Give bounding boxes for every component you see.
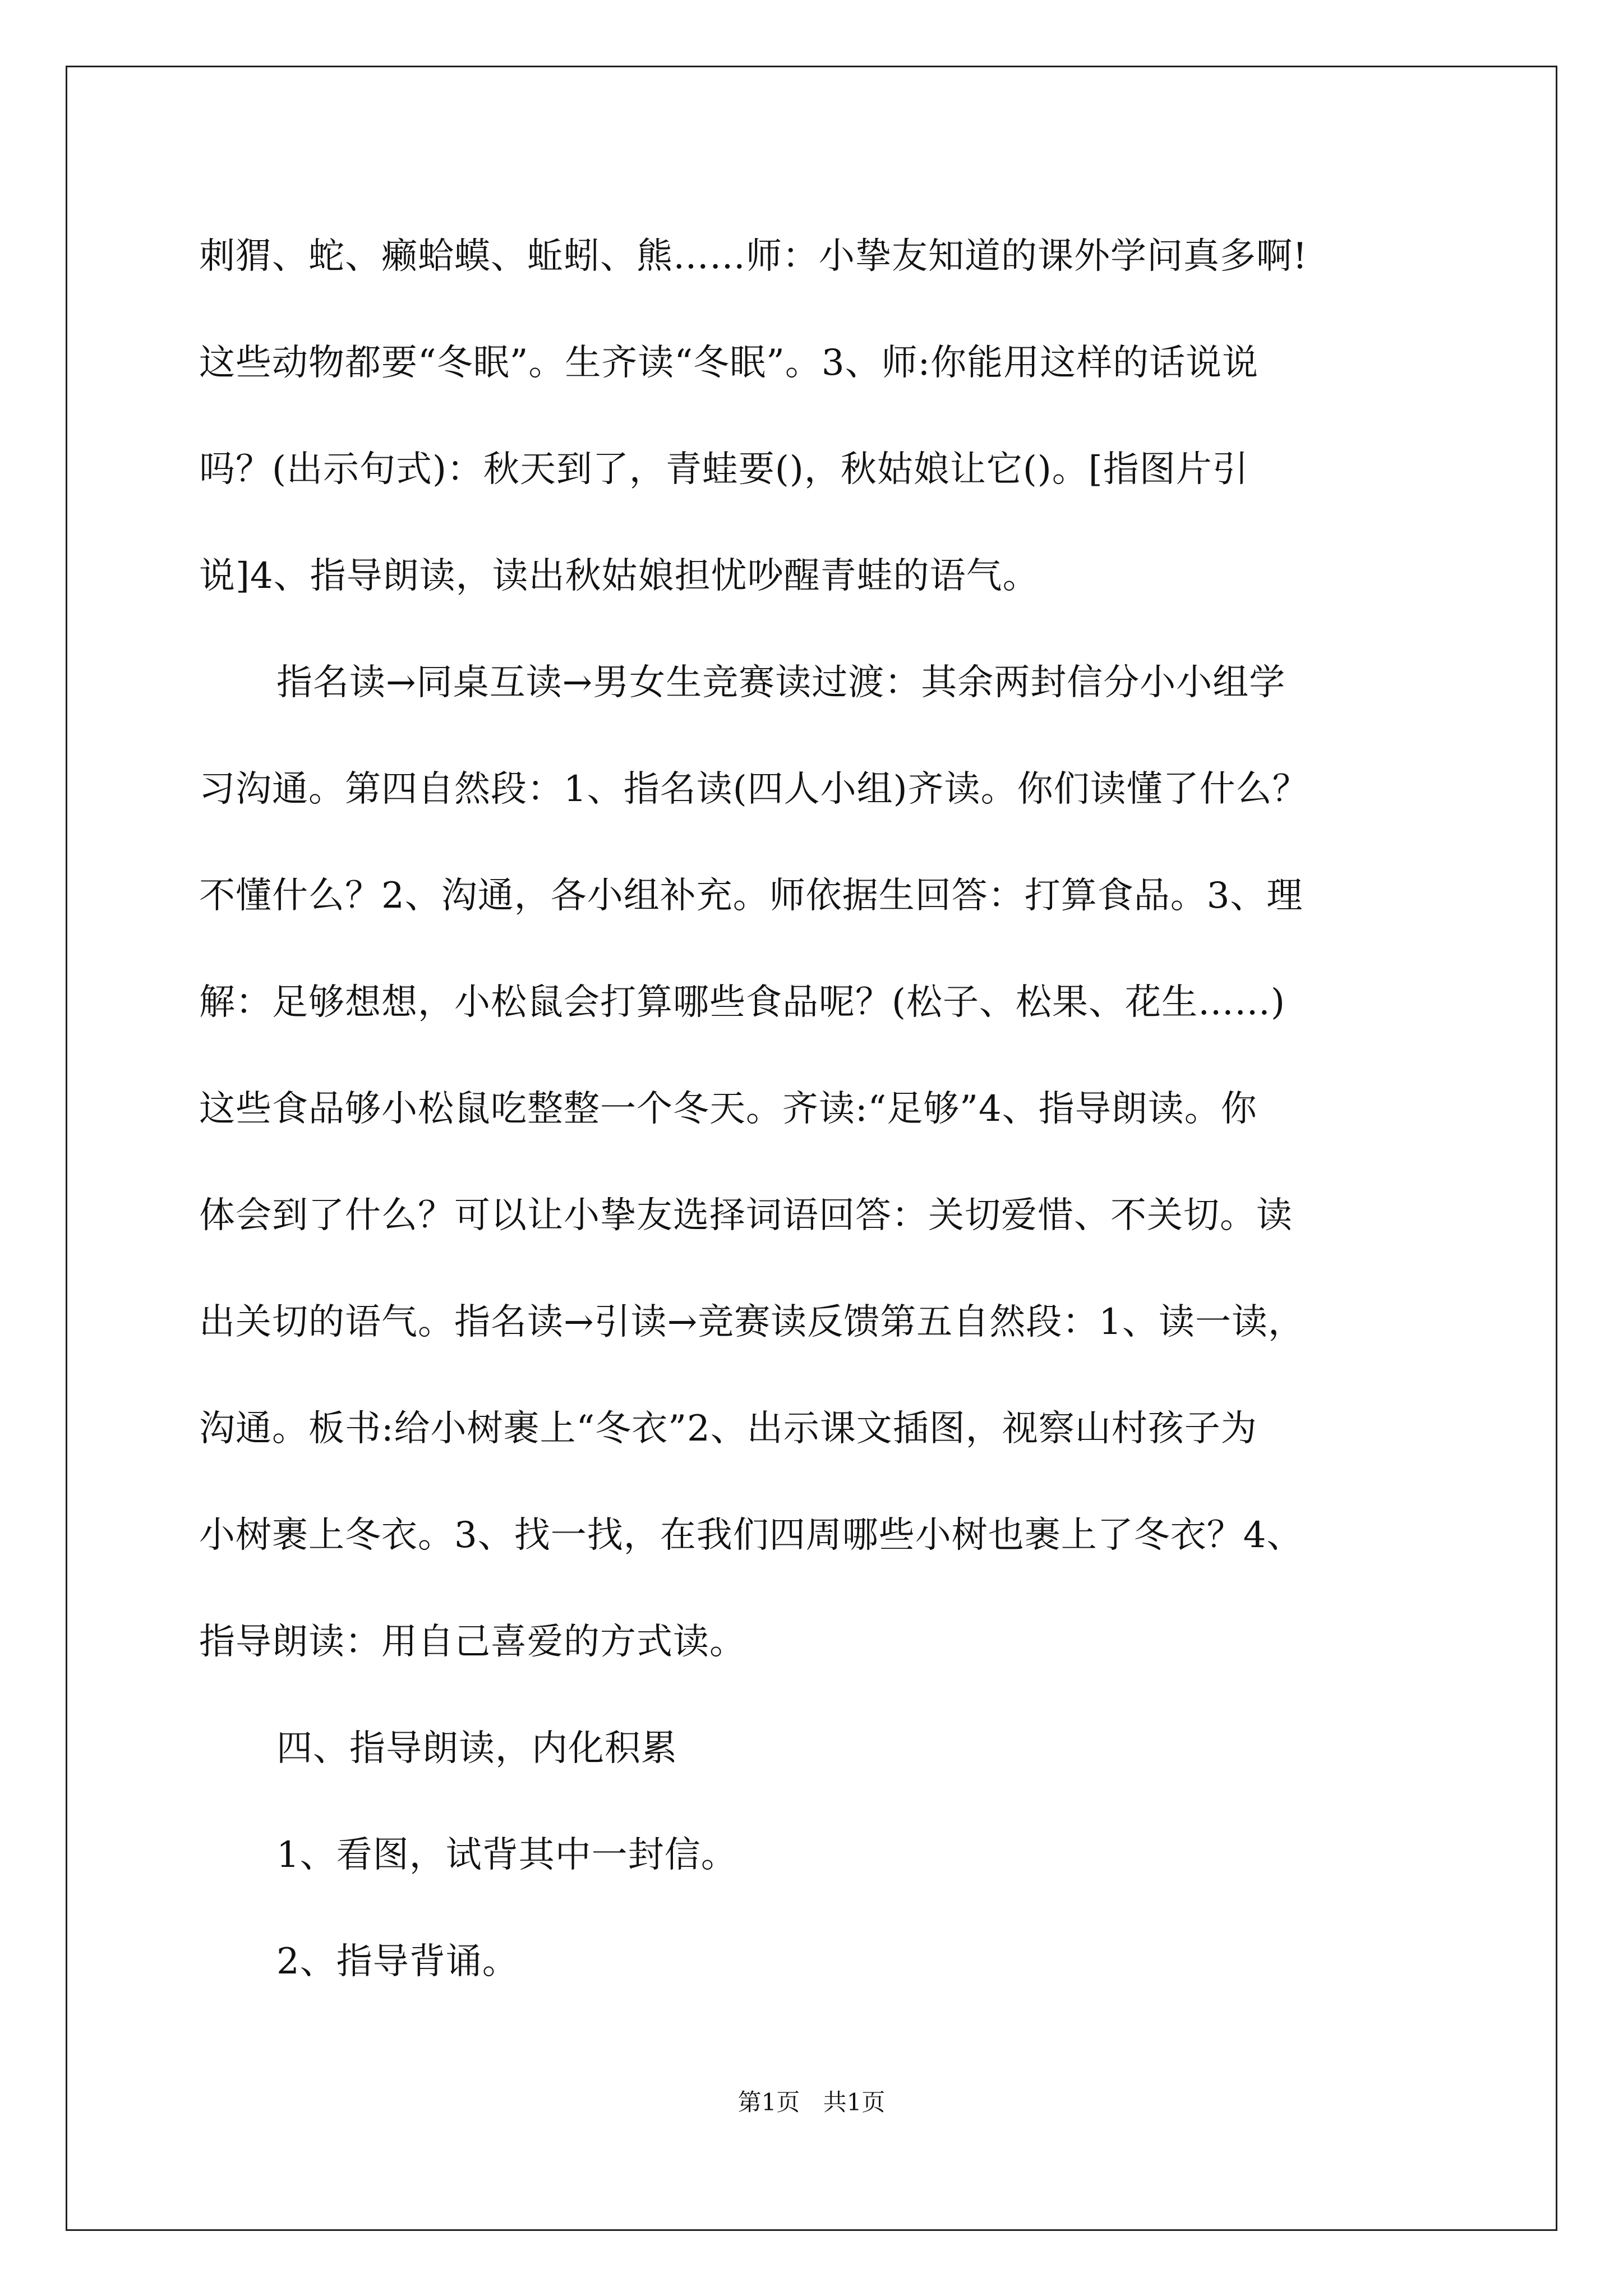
text-line: 不懂什么？2、沟通，各小组补充。师依据生回答：打算食品。3、理	[199, 875, 1303, 917]
text-line: 吗？(出示句式)：秋天到了，青蛙要()，秋姑娘让它()。[指图片引	[199, 449, 1249, 490]
text-line: 指名读→同桌互读→男女生竞赛读过渡：其余两封信分小小组学	[276, 662, 1286, 703]
text-line: 说]4、指导朗读，读出秋姑娘担忧吵醒青蛙的语气。	[199, 555, 1039, 597]
text-line: 习沟通。第四自然段：1、指名读(四人小组)齐读。你们读懂了什么？	[199, 769, 1309, 810]
text-line: 出关切的语气。指名读→引读→竞赛读反馈第五自然段：1、读一读，	[199, 1301, 1304, 1343]
page-footer	[0, 2084, 1623, 2118]
document-body	[199, 203, 1433, 2015]
page-number: 第1页	[737, 2088, 800, 2116]
list-item: 1、看图，试背其中一封信。	[276, 1834, 737, 1876]
section-heading: 四、指导朗读，内化积累	[276, 1728, 677, 1769]
text-line: 小树裹上冬衣。3、找一找，在我们四周哪些小树也裹上了冬衣？4、	[199, 1515, 1303, 1556]
text-line: 解：足够想想，小松鼠会打算哪些食品呢？(松子、松果、花生……)	[199, 982, 1285, 1023]
text-line: 沟通。板书:给小树裹上“冬衣”2、出示课文插图，视察山村孩子为	[199, 1408, 1257, 1450]
text-line: 体会到了什么？可以让小挚友选择词语回答：关切爱惜、不关切。读	[199, 1195, 1293, 1236]
page-total: 共1页	[823, 2088, 886, 2116]
text-line: 这些食品够小松鼠吃整整一个冬天。齐读:“足够”4、指导朗读。你	[199, 1088, 1257, 1130]
text-line: 指导朗读：用自己喜爱的方式读。	[199, 1621, 746, 1663]
text-line: 这些动物都要“冬眠”。生齐读“冬眠”。3、师:你能用这样的话说说	[199, 342, 1259, 384]
list-item: 2、指导背诵。	[276, 1941, 519, 1982]
text-line: 刺猬、蛇、癞蛤蟆、蚯蚓、熊……师：小挚友知道的课外学问真多啊!	[199, 236, 1308, 277]
